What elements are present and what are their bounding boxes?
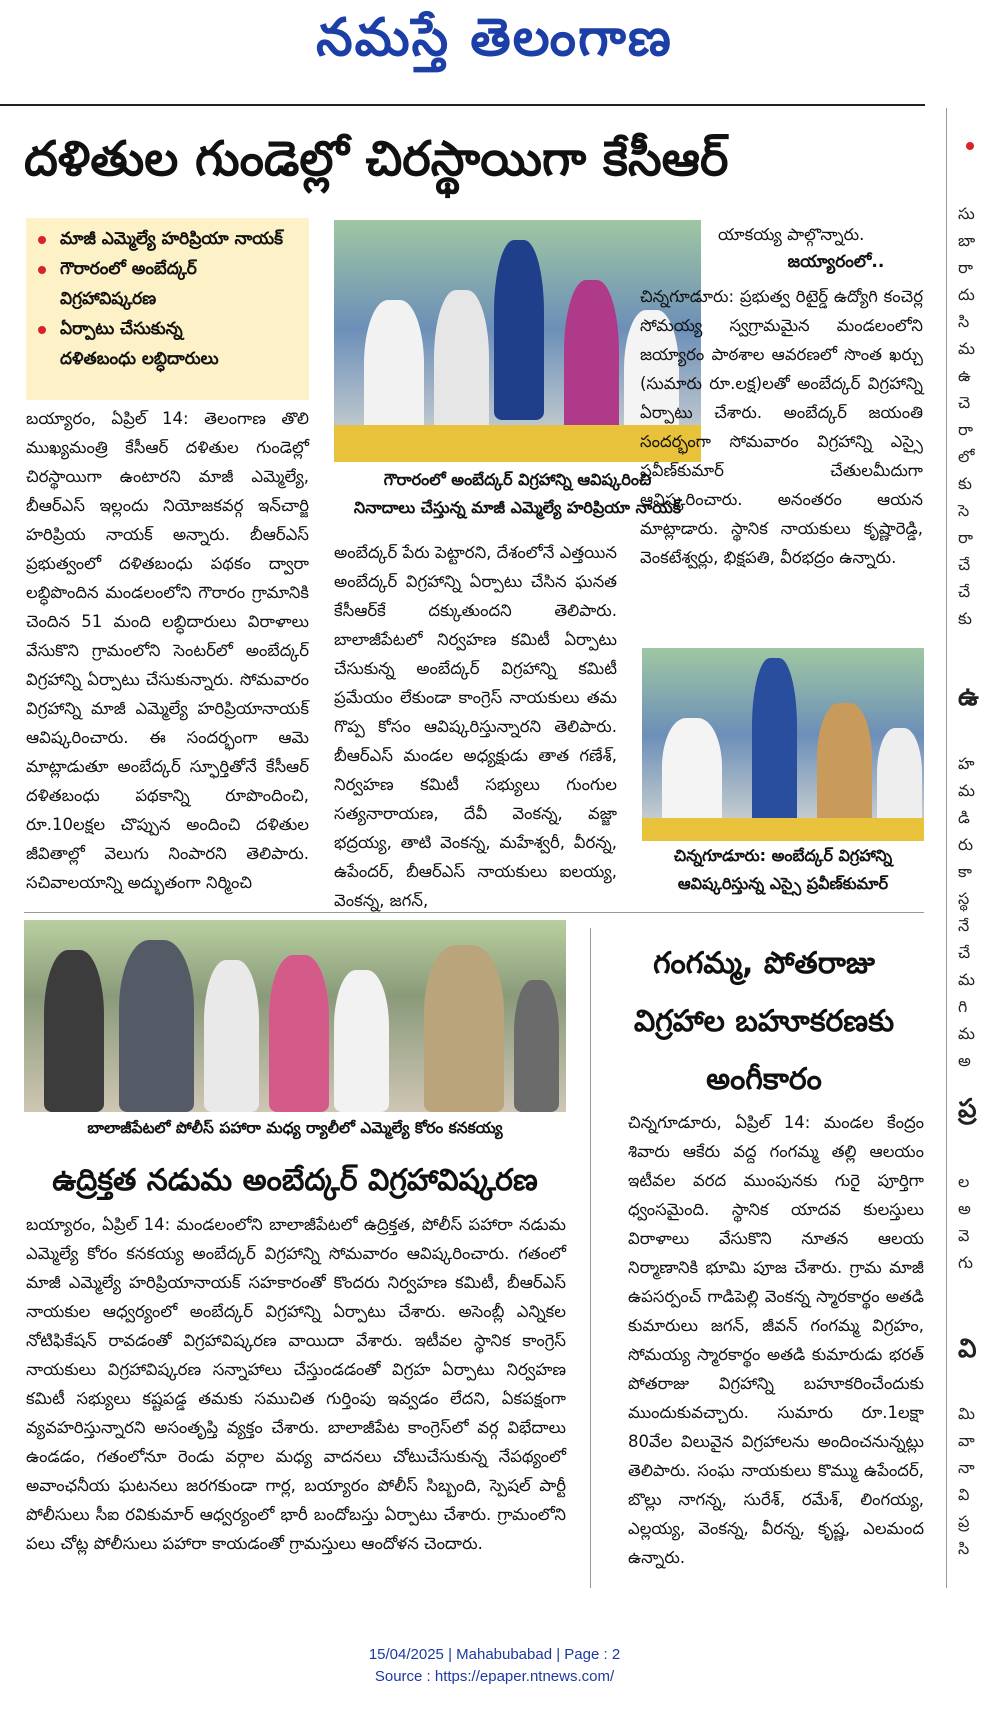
side-text: కు bbox=[958, 609, 972, 628]
caption-line: గౌరారంలో అంబేద్కర్ విగ్రహాన్ని ఆవిష్కరించి bbox=[383, 470, 652, 489]
side-heading-3: వి bbox=[958, 1334, 977, 1364]
side-text: చే bbox=[958, 943, 971, 962]
column-divider-right bbox=[946, 108, 947, 1588]
title-line: గంగమ్మ, పోతరాజు bbox=[653, 946, 875, 981]
side-text: చే bbox=[958, 555, 971, 574]
side-text: ఉ bbox=[958, 366, 971, 385]
side-text: సి bbox=[958, 312, 970, 331]
side-text: ల bbox=[958, 1172, 970, 1191]
side-text: రా bbox=[958, 258, 973, 277]
side-column-1 bbox=[958, 200, 989, 632]
photo3-caption: బాలాజీపేటలో పోలీస్ పహారా మధ్య ర్యాలీలో ఎమ్మెల్యే కోరం కనకయ్య bbox=[87, 1119, 503, 1137]
caption-line: నినాదాలు చేస్తున్న మాజీ ఎమ్మెల్యే హరిప్రియా నాయక్ bbox=[353, 498, 682, 517]
side-text: సి bbox=[958, 1539, 970, 1558]
side-text: నే bbox=[958, 916, 970, 935]
column-divider bbox=[590, 928, 591, 1588]
side-text: ప్ర bbox=[958, 1512, 970, 1531]
side-text: మ bbox=[958, 781, 975, 800]
side-text: వె bbox=[958, 1226, 970, 1245]
side-text: వా bbox=[958, 1431, 975, 1450]
side-text: బా bbox=[958, 231, 976, 250]
caption-line: చిన్నగూడూరు: అంబేద్కర్ విగ్రహాన్ని bbox=[673, 846, 893, 865]
photo-chinnagudur-statue bbox=[642, 648, 924, 841]
side-text: స్థ bbox=[958, 889, 970, 908]
subhead-jayyaram: జయ్యారంలో.. bbox=[787, 252, 885, 272]
highlight-text: గౌరారంలో అంబేద్కర్ bbox=[60, 259, 197, 279]
side-text: మి bbox=[958, 1404, 975, 1423]
section-divider bbox=[24, 912, 924, 913]
side-text: లో bbox=[958, 447, 975, 466]
title-line: విగ్రహాల బహూకరణకు bbox=[633, 1004, 895, 1039]
caption-line: ఆవిష్కరిస్తున్న ఎస్సై ప్రవీణ్‌కుమార్ bbox=[677, 874, 889, 893]
side-text: కు bbox=[958, 474, 972, 493]
highlight-text: ఏర్పాటు చేసుకున్న bbox=[60, 319, 183, 339]
side-text: గి bbox=[958, 997, 968, 1016]
story3-title bbox=[604, 935, 924, 1109]
page-footer bbox=[0, 1644, 989, 1688]
story1-column-3: చిన్నగూడూరు: ప్రభుత్వ రిటైర్డ్ ఉద్యోగి కంచెర్ల సోమయ్య స్వగ్రామమైన మండలంలోని జయ్యారం పాఠశాల ఆవరణలో సొంత ఖర్చు (సుమారు రూ.లక్ష)లతో అంబేద్కర్ విగ్రహాన్ని ఏర్పాటు చేశారు. అంబేద్కర్ జయంతి సందర్భంగా సోమవారం విగ్రహాన్ని ఎస్సై ప్రవీణ్‌కుమార్ చేతులమీదుగా ఆవిష్కరించారు. అనంతరం ఆయన మాట్లాడారు. స్థానిక నాయకులు కృష్ణారెడ్డి, వెంకటేశ్వర్లు, భిక్షపతి, వీరభద్రం ఉన్నారు. bbox=[640, 287, 923, 567]
photo-balajipet-rally bbox=[24, 920, 566, 1112]
highlight-text: మాజీ ఎమ్మెల్యే హరిప్రియా నాయక్ bbox=[60, 229, 283, 249]
side-text: అ bbox=[958, 1199, 971, 1218]
side-text: నా bbox=[958, 1458, 975, 1477]
highlight-item bbox=[26, 224, 309, 254]
highlight-text-cont: దళితబంధు లబ్ధిదారులు bbox=[60, 349, 219, 369]
side-text: అ bbox=[958, 1051, 971, 1070]
side-text: మ bbox=[958, 1024, 975, 1043]
photo2-caption bbox=[642, 842, 924, 898]
highlight-item bbox=[26, 254, 309, 314]
story3-body: చిన్నగూడూరు, ఏప్రిల్ 14: మండల కేంద్రం శివారు ఆకేరు వద్ద గంగమ్మ తల్లి ఆలయం ఇటీవల వరద ముంపునకు గురై పూర్తిగా ధ్వంసమైంది. స్థానిక యాదవ కులస్తులు విరాళాలు వేసుకొని నూతన ఆలయ నిర్మాణానికి భూమి పూజ చేశారు. గ్రామ మాజీ ఉపసర్పంచ్ గాడిపెల్లి వెంకన్న స్మారకార్థం అతడి కుమారులు జగన్, జీవన్ గంగమ్మ విగ్రహం, సోమయ్య స్మారకార్థం అతడి కుమారుడు భరత్ పోతరాజు విగ్రహాన్ని బహూకరించేందుకు ముందుకువచ్చారు. సుమారు రూ.1లక్షా 80వేల విలువైన విగ్రహాలను అందించనున్నట్లు తెలిపారు. సంఘ నాయకులు కొమ్ము ఉపేందర్, బొల్లు నాగన్న, సురేశ్, రమేశ్, లింగయ్య, ఎల్లయ్య, వెంకన్న, వీరన్న, కృష్ణ, ఎలమంద ఉన్నారు. bbox=[628, 1113, 924, 1567]
side-text: గు bbox=[958, 1253, 973, 1272]
side-column-3 bbox=[958, 1168, 989, 1276]
side-text: కా bbox=[958, 862, 972, 881]
story2-title: ఉద్రిక్తత నడుమ అంబేద్కర్ విగ్రహావిష్కరణ bbox=[52, 1163, 538, 1198]
title-line: అంగీకారం bbox=[706, 1062, 822, 1097]
side-column-4 bbox=[958, 1400, 989, 1562]
main-headline: దళితుల గుండెల్లో చిరస్థాయిగా కేసీఆర్ bbox=[24, 131, 729, 187]
highlights-box bbox=[26, 218, 309, 400]
side-text: దు bbox=[958, 285, 975, 304]
story2-body: బయ్యారం, ఏప్రిల్ 14: మండలంలోని బాలాజీపేటలో ఉద్రిక్తత, పోలీస్ పహారా నడుమ ఎమ్మెల్యే కోరం కనకయ్య అంబేద్కర్ విగ్రహాన్ని సోమవారం ఆవిష్కరించారు. గతంలో మాజీ ఎమ్మెల్యే హరిప్రియానాయక్ సహకారంతో కొందరు నిర్వహణ కమిటీ, బీఆర్ఎస్ నాయకుల ఆధ్వర్యంలో అంబేద్కర్ విగ్రహాన్ని ఏర్పాటు చేశారు. అసెంబ్లీ ఎన్నికల నోటిఫికేషన్ రావడంతో విగ్రహావిష్కరణ వాయిదా వేశారు. ఇటీవల స్థానిక కాంగ్రెస్ నాయకులు విగ్రహావిష్కరణ సన్నాహాలు చేస్తుండడంతో విగ్రహ ఏర్పాటు నిర్వహణ కమిటీ సభ్యులు కష్టపడ్డ తమకు సముచిత గుర్తింపు ఇవ్వడం లేదని, ఏకపక్షంగా వ్యవహరిస్తున్నారని అసంతృప్తి వ్యక్తం చేశారు. బాలాజీపేట కాంగ్రెస్‌లో వర్గ విభేదాలు ఉండడం, గతంలోనూ రెండు వర్గాల మధ్య వాదనలు చోటుచేసుకున్న నేపథ్యంలో అవాంఛనీయ ఘటనలు జరగకుండా గార్ల, బయ్యారం పోలీస్ సిబ్బంది, స్పెషల్ పార్టీ పోలీసులు సీఐ రవికుమార్ ఆధ్వర్యంలో భారీ బందోబస్తు ఏర్పాటు చేశారు. గ్రామంలోని పలు చోట్ల పోలీసులు పహారా కాయడంతో గ్రామస్తులు ఆందోళన చెందారు. bbox=[26, 1215, 566, 1553]
side-text: రా bbox=[958, 528, 973, 547]
story1-column-3-intro: యాకయ్య పాల్గొన్నారు. bbox=[718, 225, 865, 244]
side-column-2 bbox=[958, 750, 989, 1074]
newspaper-logo: నమస్తే తెలంగాణ bbox=[316, 8, 673, 68]
bullet-dot-icon bbox=[966, 142, 974, 150]
side-text: వి bbox=[958, 1485, 970, 1504]
story1-column-2: అంబేద్కర్ పేరు పెట్టారని, దేశంలోనే ఎత్తయిన అంబేద్కర్ విగ్రహాన్ని ఏర్పాటు చేసిన ఘనత కేసీఆర్‌కే దక్కుతుందని తెలిపారు. బాలాజీపేటలో నిర్వహణ కమిటీ ఏర్పాటు చేసుకున్న అంబేద్కర్ విగ్రహాన్ని కమిటీ ప్రమేయం లేకుండా కాంగ్రెస్ నాయకులు తమ గొప్ప కోసం ఆవిష్కరిస్తున్నారని తెలిపారు. బీఆర్ఎస్ మండల అధ్యక్షుడు తాత గణేశ్, నిర్వహణ కమిటీ సభ్యులు గుంగుల సత్యనారాయణ, దేవీ వెంకన్న, వజ్జా భద్రయ్య, తాటి వెంకన్న, మహేశ్వరీ, వీరన్న, ఉపేందర్, బీఆర్ఎస్ నాయకులు ఐలయ్య, వెంకన్న, జగన్, bbox=[334, 543, 617, 910]
side-heading-1: ఉ bbox=[958, 682, 979, 712]
side-text: మ bbox=[958, 339, 975, 358]
highlight-item bbox=[26, 314, 309, 374]
side-text: రు bbox=[958, 835, 974, 854]
side-text: డి bbox=[958, 808, 970, 827]
side-text: మ bbox=[958, 970, 975, 989]
masthead bbox=[0, 0, 989, 100]
story1-column-1: బయ్యారం, ఏప్రిల్ 14: తెలంగాణ తొలి ముఖ్యమంత్రి కేసీఆర్ దళితుల గుండెల్లో చిరస్థాయిగా ఉంటారని మాజీ ఎమ్మెల్యే, బీఆర్ఎస్ ఇల్లందు నియోజకవర్గ ఇన్‌చార్జి హరిప్రియ నాయక్ అన్నారు. బీఆర్ఎస్ ప్రభుత్వంలో దళితబంధు పథకం ద్వారా లబ్ధిపొందిన మండలంలోని గౌరారం గ్రామానికి చెందిన 51 మంది లబ్ధిదారులు విరాళాలు వేసుకొని గ్రామంలోని సెంటర్‌లో అంబేద్కర్ విగ్రహాన్ని ఏర్పాటు చేసుకున్నారు. సోమవారం విగ్రహాన్ని మాజీ ఎమ్మెల్యే హరిప్రియానాయక్ ఆవిష్కరించారు. ఈ సందర్భంగా ఆమె మాట్లాడుతూ అంబేద్కర్ స్ఫూర్తితోనే కేసీఆర్ దళితబంధు పథకాన్ని రూపొందించి, రూ.10లక్షల చొప్పున అందించి దళితుల జీవితాల్లో వెలుగు నింపారని తెలిపారు. సచివాలయాన్ని అద్భుతంగా నిర్మించి bbox=[26, 409, 309, 892]
side-text: హ bbox=[958, 754, 975, 773]
masthead-rule bbox=[0, 104, 925, 106]
highlight-text-cont: విగ్రహావిష్కరణ bbox=[60, 289, 157, 309]
side-text: సె bbox=[958, 501, 970, 520]
side-text: చే bbox=[958, 582, 971, 601]
footer-source-link[interactable]: Source : https://epaper.ntnews.com/ bbox=[374, 1668, 615, 1685]
side-text: రా bbox=[958, 420, 973, 439]
side-text: సు bbox=[958, 204, 975, 223]
side-text: చె bbox=[958, 393, 971, 412]
footer-date-edition: 15/04/2025 | Mahabubabad | Page : 2 bbox=[368, 1646, 621, 1663]
side-heading-2: ప్ర bbox=[958, 1094, 977, 1124]
